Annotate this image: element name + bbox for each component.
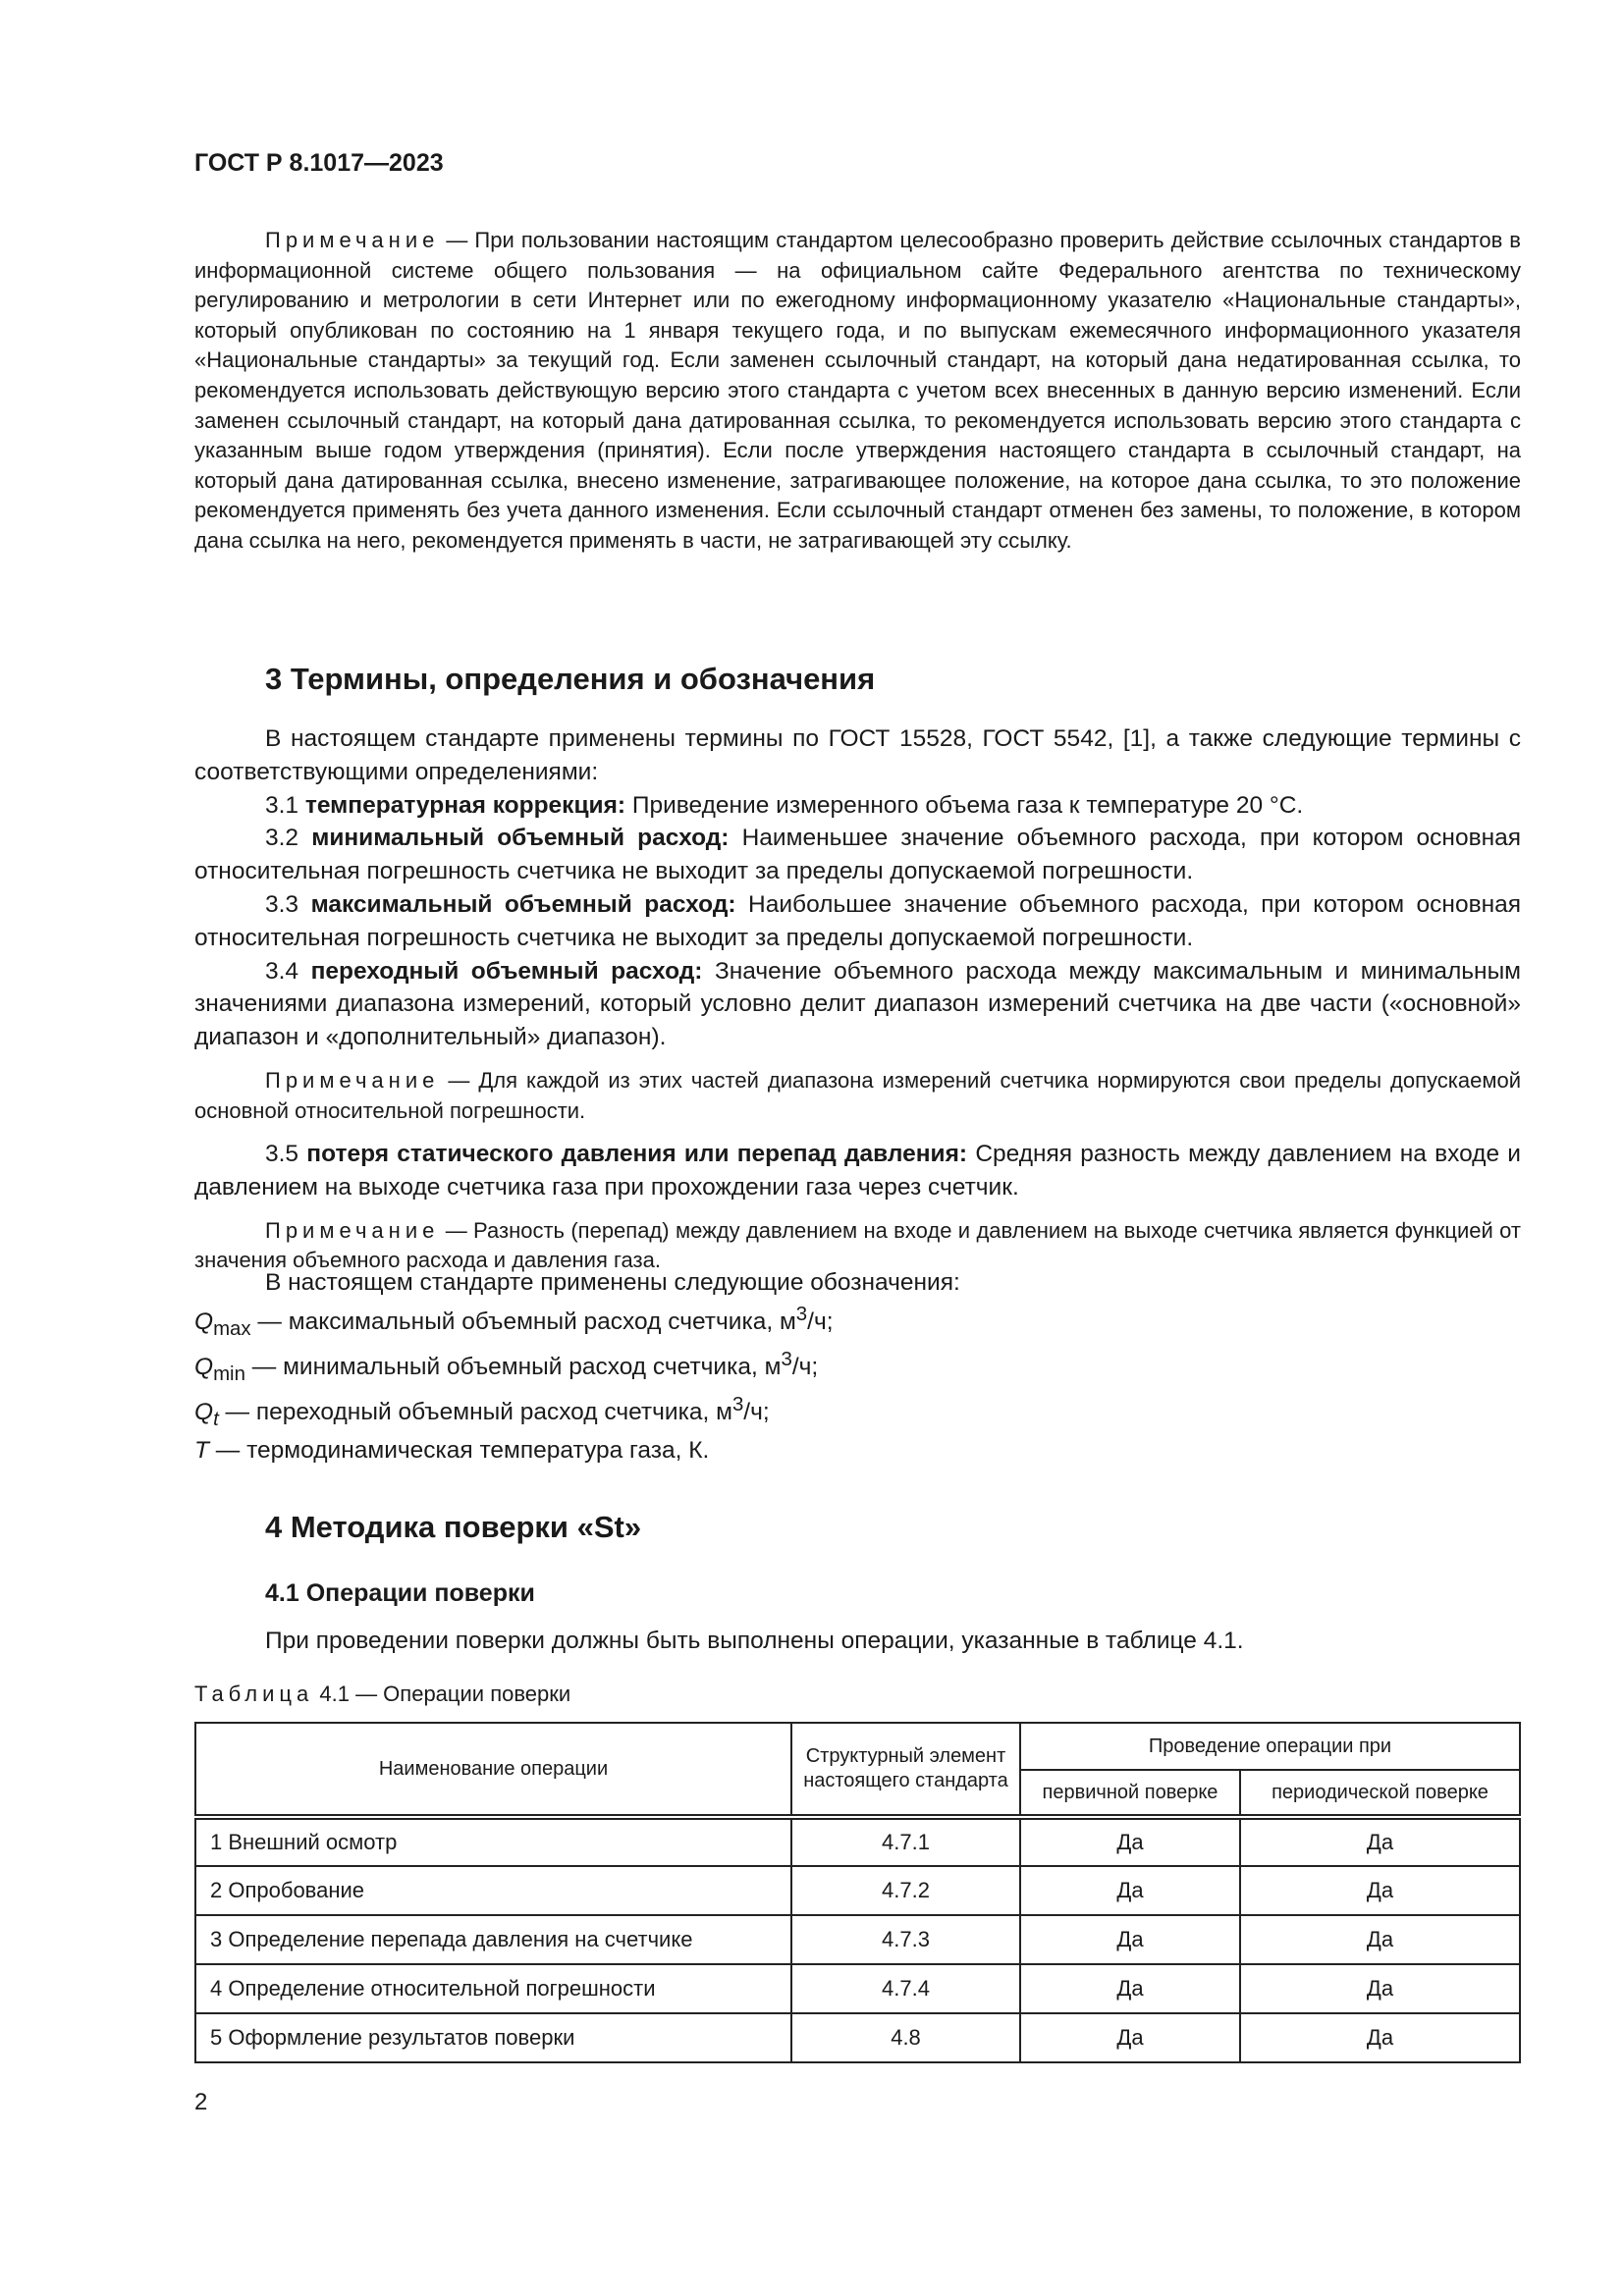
operation-name: 4 Определение относительной погрешности xyxy=(195,1964,791,2013)
note-label: Примечание xyxy=(265,1217,440,1243)
term-definition xyxy=(194,789,1521,823)
symbol-subscript: min xyxy=(213,1362,245,1385)
term-text: Значение объемного расхода между максимальным и минимальным значениями диапазона измерений, который условно делит диапазон измерений счетчика на две части («основной» диапазон и «дополнительный» диапазон). xyxy=(194,957,1522,1051)
term-text: Приведение измеренного объема газа к температуре 20 °С. xyxy=(631,791,1304,819)
symbols-list xyxy=(194,1266,1521,1466)
term-definition xyxy=(194,1138,1521,1204)
operation-name: 3 Определение перепада давления на счетчике xyxy=(195,1915,791,1964)
unit-text: /ч; xyxy=(807,1308,834,1335)
symbol-description: — переходный объемный расход счетчика, м xyxy=(218,1399,732,1426)
primary-verification: Да xyxy=(1020,1866,1240,1915)
primary-verification: Да xyxy=(1020,1964,1240,2013)
operation-name: 1 Внешний осмотр xyxy=(195,1817,791,1866)
term-name: максимальный объемный расход: xyxy=(310,890,736,918)
note-label: Примечание xyxy=(265,1067,440,1093)
note-text: — При пользовании настоящим стандартом целесообразно проверить действие ссылочных стандартов в информационной системе общего пользования — на официальном сайте Федерального агентства по техническому регулированию и метрологии в сети Интернет или по ежегодному информационному указателю «Национальные стандарты», который опубликован по состоянию на 1 января текущего года, и по выпускам ежемесячного информационного указателя «Национальные стандарты» за текущий год. Если заменен ссылочный стандарт, на который дана недатированная ссылка, то рекомендуется использовать действующую версию этого стандарта с учетом всех внесенных в данную версию изменений. Если заменен ссылочный стандарт, на который дана датированная ссылка, то рекомендуется использовать версию этого стандарта с указанным выше годом утверждения (принятия). Если после утверждения настоящего стандарта в ссылочный стандарт, на который дана датированная ссылка, внесено изменение, затрагивающее положение, на которое дана ссылка, то это положение рекомендуется применять без учета данного изменения. Если ссылочный стандарт отменен без замены, то положение, в котором дана ссылка на него, рекомендуется применять в части, не затрагивающей эту ссылку. xyxy=(194,228,1521,553)
note-references xyxy=(194,226,1521,557)
unit-superscript: 3 xyxy=(781,1348,792,1370)
table-row xyxy=(195,1915,1520,1964)
term-number: 3.5 xyxy=(265,1141,299,1168)
unit-superscript: 3 xyxy=(795,1303,808,1325)
periodic-verification: Да xyxy=(1240,1964,1520,2013)
unit-text: /ч; xyxy=(791,1354,819,1380)
symbol-item xyxy=(194,1345,1521,1390)
symbol-item xyxy=(194,1300,1521,1345)
primary-verification: Да xyxy=(1020,1915,1240,1964)
term-name: температурная коррекция: xyxy=(304,791,626,819)
symbol-item xyxy=(194,1435,1521,1466)
symbol: Q xyxy=(194,1354,214,1380)
term-definition xyxy=(194,955,1521,1054)
header-conducting-group: Проведение операции при xyxy=(1020,1723,1520,1770)
operations-table xyxy=(194,1722,1521,2063)
structural-element: 4.7.2 xyxy=(791,1866,1020,1915)
structural-element: 4.7.4 xyxy=(791,1964,1020,2013)
term-number: 3.2 xyxy=(265,825,299,852)
term-number: 3.1 xyxy=(265,791,299,819)
periodic-verification: Да xyxy=(1240,1817,1520,1866)
header-structural-element: Структурный элемент настоящего стандарта xyxy=(791,1723,1020,1817)
table-row xyxy=(195,1817,1520,1866)
term-number: 3.4 xyxy=(265,957,299,985)
symbols-intro: В настоящем стандарте применены следующие обозначения: xyxy=(265,1269,960,1296)
symbol-subscript: max xyxy=(213,1317,251,1340)
header-periodic: периодической поверке xyxy=(1240,1770,1520,1817)
table-caption xyxy=(194,1682,1521,1707)
term-number: 3.3 xyxy=(265,890,299,918)
term-text: Наименьшее значение объемного расхода, при котором основная относительная погрешность счетчика не выходит за пределы допускаемой погрешности. xyxy=(194,825,1522,885)
symbol-description: — минимальный объемный расход счетчика, м xyxy=(244,1354,782,1380)
primary-verification: Да xyxy=(1020,1817,1240,1866)
symbol-item xyxy=(194,1390,1521,1435)
symbol-description: — термодинамическая температура газа, К. xyxy=(208,1436,710,1464)
table-caption-label: Таблица xyxy=(194,1682,314,1706)
table-row xyxy=(195,2013,1520,2062)
table-row xyxy=(195,1964,1520,2013)
term-definition xyxy=(194,822,1521,888)
structural-element: 4.7.3 xyxy=(791,1915,1020,1964)
term-name: переходный объемный расход: xyxy=(310,957,703,985)
section-3-body xyxy=(194,722,1521,1288)
unit-superscript: 3 xyxy=(731,1393,744,1415)
term-text: Средняя разность между давлением на входе и давлением на выходе счетчика газа при прохождении газа через счетчик. xyxy=(194,1141,1521,1201)
symbol-description: — максимальный объемный расход счетчика, м xyxy=(250,1308,796,1335)
periodic-verification: Да xyxy=(1240,1915,1520,1964)
periodic-verification: Да xyxy=(1240,1866,1520,1915)
section-3-intro: В настоящем стандарте применены термины по ГОСТ 15528, ГОСТ 5542, [1], а также следующие термины с соответствующими определениями: xyxy=(194,725,1521,785)
note-text: — Разность (перепад) между давлением на входе и давлением на выходе счетчика является функцией от значения объемного расхода и давления газа. xyxy=(194,1217,1521,1273)
note-text: — Для каждой из этих частей диапазона измерений счетчика нормируются свои пределы допускаемой основной относительной погрешности. xyxy=(194,1067,1521,1123)
note-note2 xyxy=(194,1066,1521,1126)
symbol: T xyxy=(194,1436,209,1464)
section-4-1-title: 4.1 Операции поверки xyxy=(265,1579,535,1607)
header-primary: первичной поверке xyxy=(1020,1770,1240,1817)
table-row xyxy=(195,1866,1520,1915)
primary-verification: Да xyxy=(1020,2013,1240,2062)
symbol-subscript: t xyxy=(213,1408,219,1430)
section-3-title: 3 Термины, определения и обозначения xyxy=(265,662,876,696)
unit-text: /ч; xyxy=(743,1399,770,1426)
operation-name: 5 Оформление результатов поверки xyxy=(195,2013,791,2062)
term-text: Наибольшее значение объемного расхода, при котором основная относительная погрешность счетчика не выходит за пределы допускаемой погрешности. xyxy=(194,890,1522,951)
term-name: минимальный объемный расход: xyxy=(311,825,730,852)
section-4-1-text: При проведении поверки должны быть выполнены операции, указанные в таблице 4.1. xyxy=(265,1628,1244,1654)
table-caption-text: 4.1 — Операции поверки xyxy=(313,1682,571,1706)
note-label: Примечание xyxy=(265,228,440,252)
structural-element: 4.8 xyxy=(791,2013,1020,2062)
page-number: 2 xyxy=(194,2089,208,2115)
term-name: потеря статического давления или перепад давления: xyxy=(306,1141,968,1168)
symbol: Q xyxy=(194,1308,214,1335)
term-definition xyxy=(194,888,1521,955)
section-4-title: 4 Методика поверки «St» xyxy=(265,1510,642,1544)
header-operation-name: Наименование операции xyxy=(195,1723,791,1817)
document-header: ГОСТ Р 8.1017—2023 xyxy=(194,149,444,177)
periodic-verification: Да xyxy=(1240,2013,1520,2062)
symbol: Q xyxy=(194,1399,214,1426)
operation-name: 2 Опробование xyxy=(195,1866,791,1915)
structural-element: 4.7.1 xyxy=(791,1817,1020,1866)
